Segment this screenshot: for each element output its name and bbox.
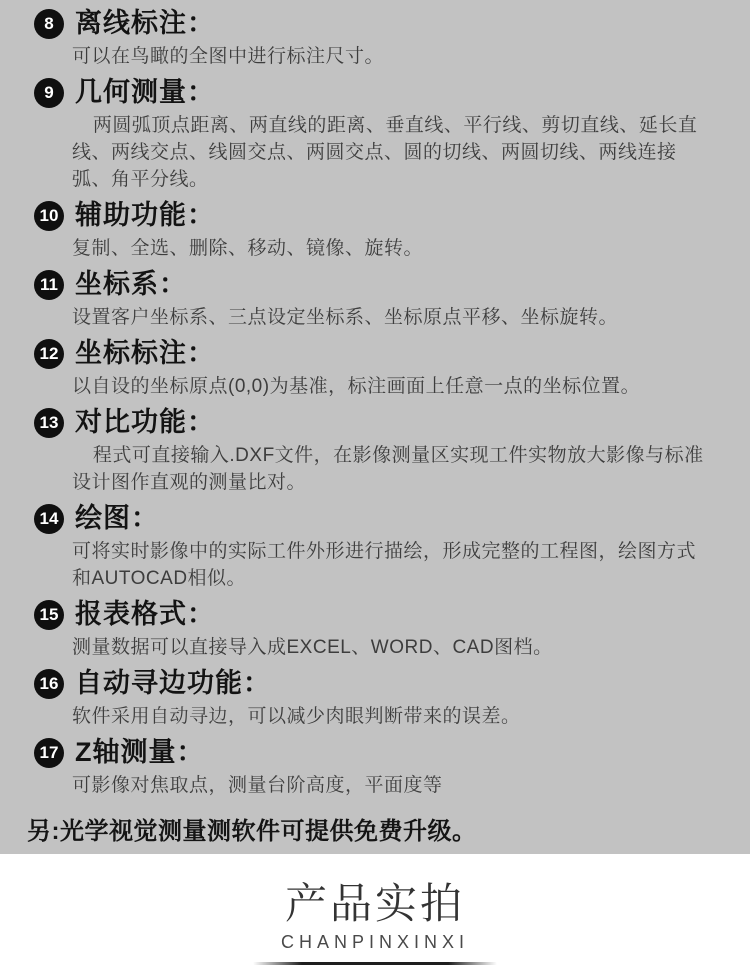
feature-title: 坐标标注：: [75, 338, 215, 368]
feature-title: 自动寻边功能：: [75, 668, 271, 698]
number-badge: 13: [34, 408, 64, 438]
feature-item-9: [0, 77, 750, 193]
number-badge: 8: [34, 9, 64, 39]
feature-heading: [0, 200, 750, 231]
feature-heading: [0, 668, 750, 699]
feature-description: 两圆弧顶点距离、两直线的距离、垂直线、平行线、剪切直线、延长直线、两线交点、线圆交点、两圆交点、圆的切线、两圆切线、两线连接弧、角平分线。: [72, 115, 698, 190]
feature-description: 测量数据可以直接导入成EXCEL、WORD、CAD图档。: [72, 637, 553, 658]
feature-item-10: [0, 200, 750, 262]
product-photos-header: [0, 854, 750, 979]
feature-title: 几何测量：: [75, 77, 215, 107]
feature-heading: [0, 599, 750, 630]
divider-line: [253, 962, 497, 965]
feature-item-12: [0, 338, 750, 400]
feature-item-8: [0, 8, 750, 70]
number-badge: 14: [34, 504, 64, 534]
feature-description: 程式可直接输入.DXF文件，在影像测量区实现工件实物放大影像与标准设计图作直观的测量比对。: [72, 445, 704, 493]
feature-item-15: [0, 599, 750, 661]
feature-description: 复制、全选、删除、移动、镜像、旋转。: [72, 238, 424, 259]
feature-item-16: [0, 668, 750, 730]
feature-item-17: [0, 737, 750, 799]
feature-title: 对比功能：: [75, 407, 215, 437]
feature-description: 设置客户坐标系、三点设定坐标系、坐标原点平移、坐标旋转。: [72, 307, 619, 328]
feature-description: 可以在鸟瞰的全图中进行标注尺寸。: [72, 46, 385, 67]
feature-item-11: [0, 269, 750, 331]
feature-title: 绘图：: [75, 503, 159, 533]
feature-heading: [0, 269, 750, 300]
section-subtitle: CHANPINXINXI: [280, 932, 470, 952]
feature-description: 可将实时影像中的实际工件外形进行描绘，形成完整的工程图，绘图方式和AUTOCAD相似。: [72, 541, 697, 589]
feature-heading: [0, 77, 750, 108]
number-badge: 11: [34, 270, 64, 300]
feature-description: 软件采用自动寻边，可以减少肉眼判断带来的误差。: [72, 706, 521, 727]
number-badge: 15: [34, 600, 64, 630]
feature-title: Z轴测量：: [75, 737, 205, 767]
feature-description: 以自设的坐标原点(0,0)为基准，标注画面上任意一点的坐标位置。: [72, 376, 641, 397]
feature-item-13: [0, 407, 750, 496]
feature-title: 离线标注：: [75, 8, 215, 38]
section-title: 产品实拍: [284, 880, 465, 927]
feature-title: 坐标系：: [75, 269, 187, 299]
number-badge: 17: [34, 738, 64, 768]
feature-heading: [0, 737, 750, 768]
number-badge: 12: [34, 339, 64, 369]
feature-title: 辅助功能：: [75, 200, 215, 230]
feature-heading: [0, 338, 750, 369]
feature-item-14: [0, 503, 750, 592]
feature-description: 可影像对焦取点，测量台阶高度，平面度等: [72, 775, 443, 796]
feature-title: 报表格式：: [75, 599, 215, 629]
feature-heading: [0, 503, 750, 534]
free-upgrade-note: 另:光学视觉测量测软件可提供免费升级。: [27, 818, 477, 845]
number-badge: 9: [34, 78, 64, 108]
number-badge: 10: [34, 201, 64, 231]
number-badge: 16: [34, 669, 64, 699]
feature-heading: [0, 407, 750, 438]
feature-heading: [0, 8, 750, 39]
